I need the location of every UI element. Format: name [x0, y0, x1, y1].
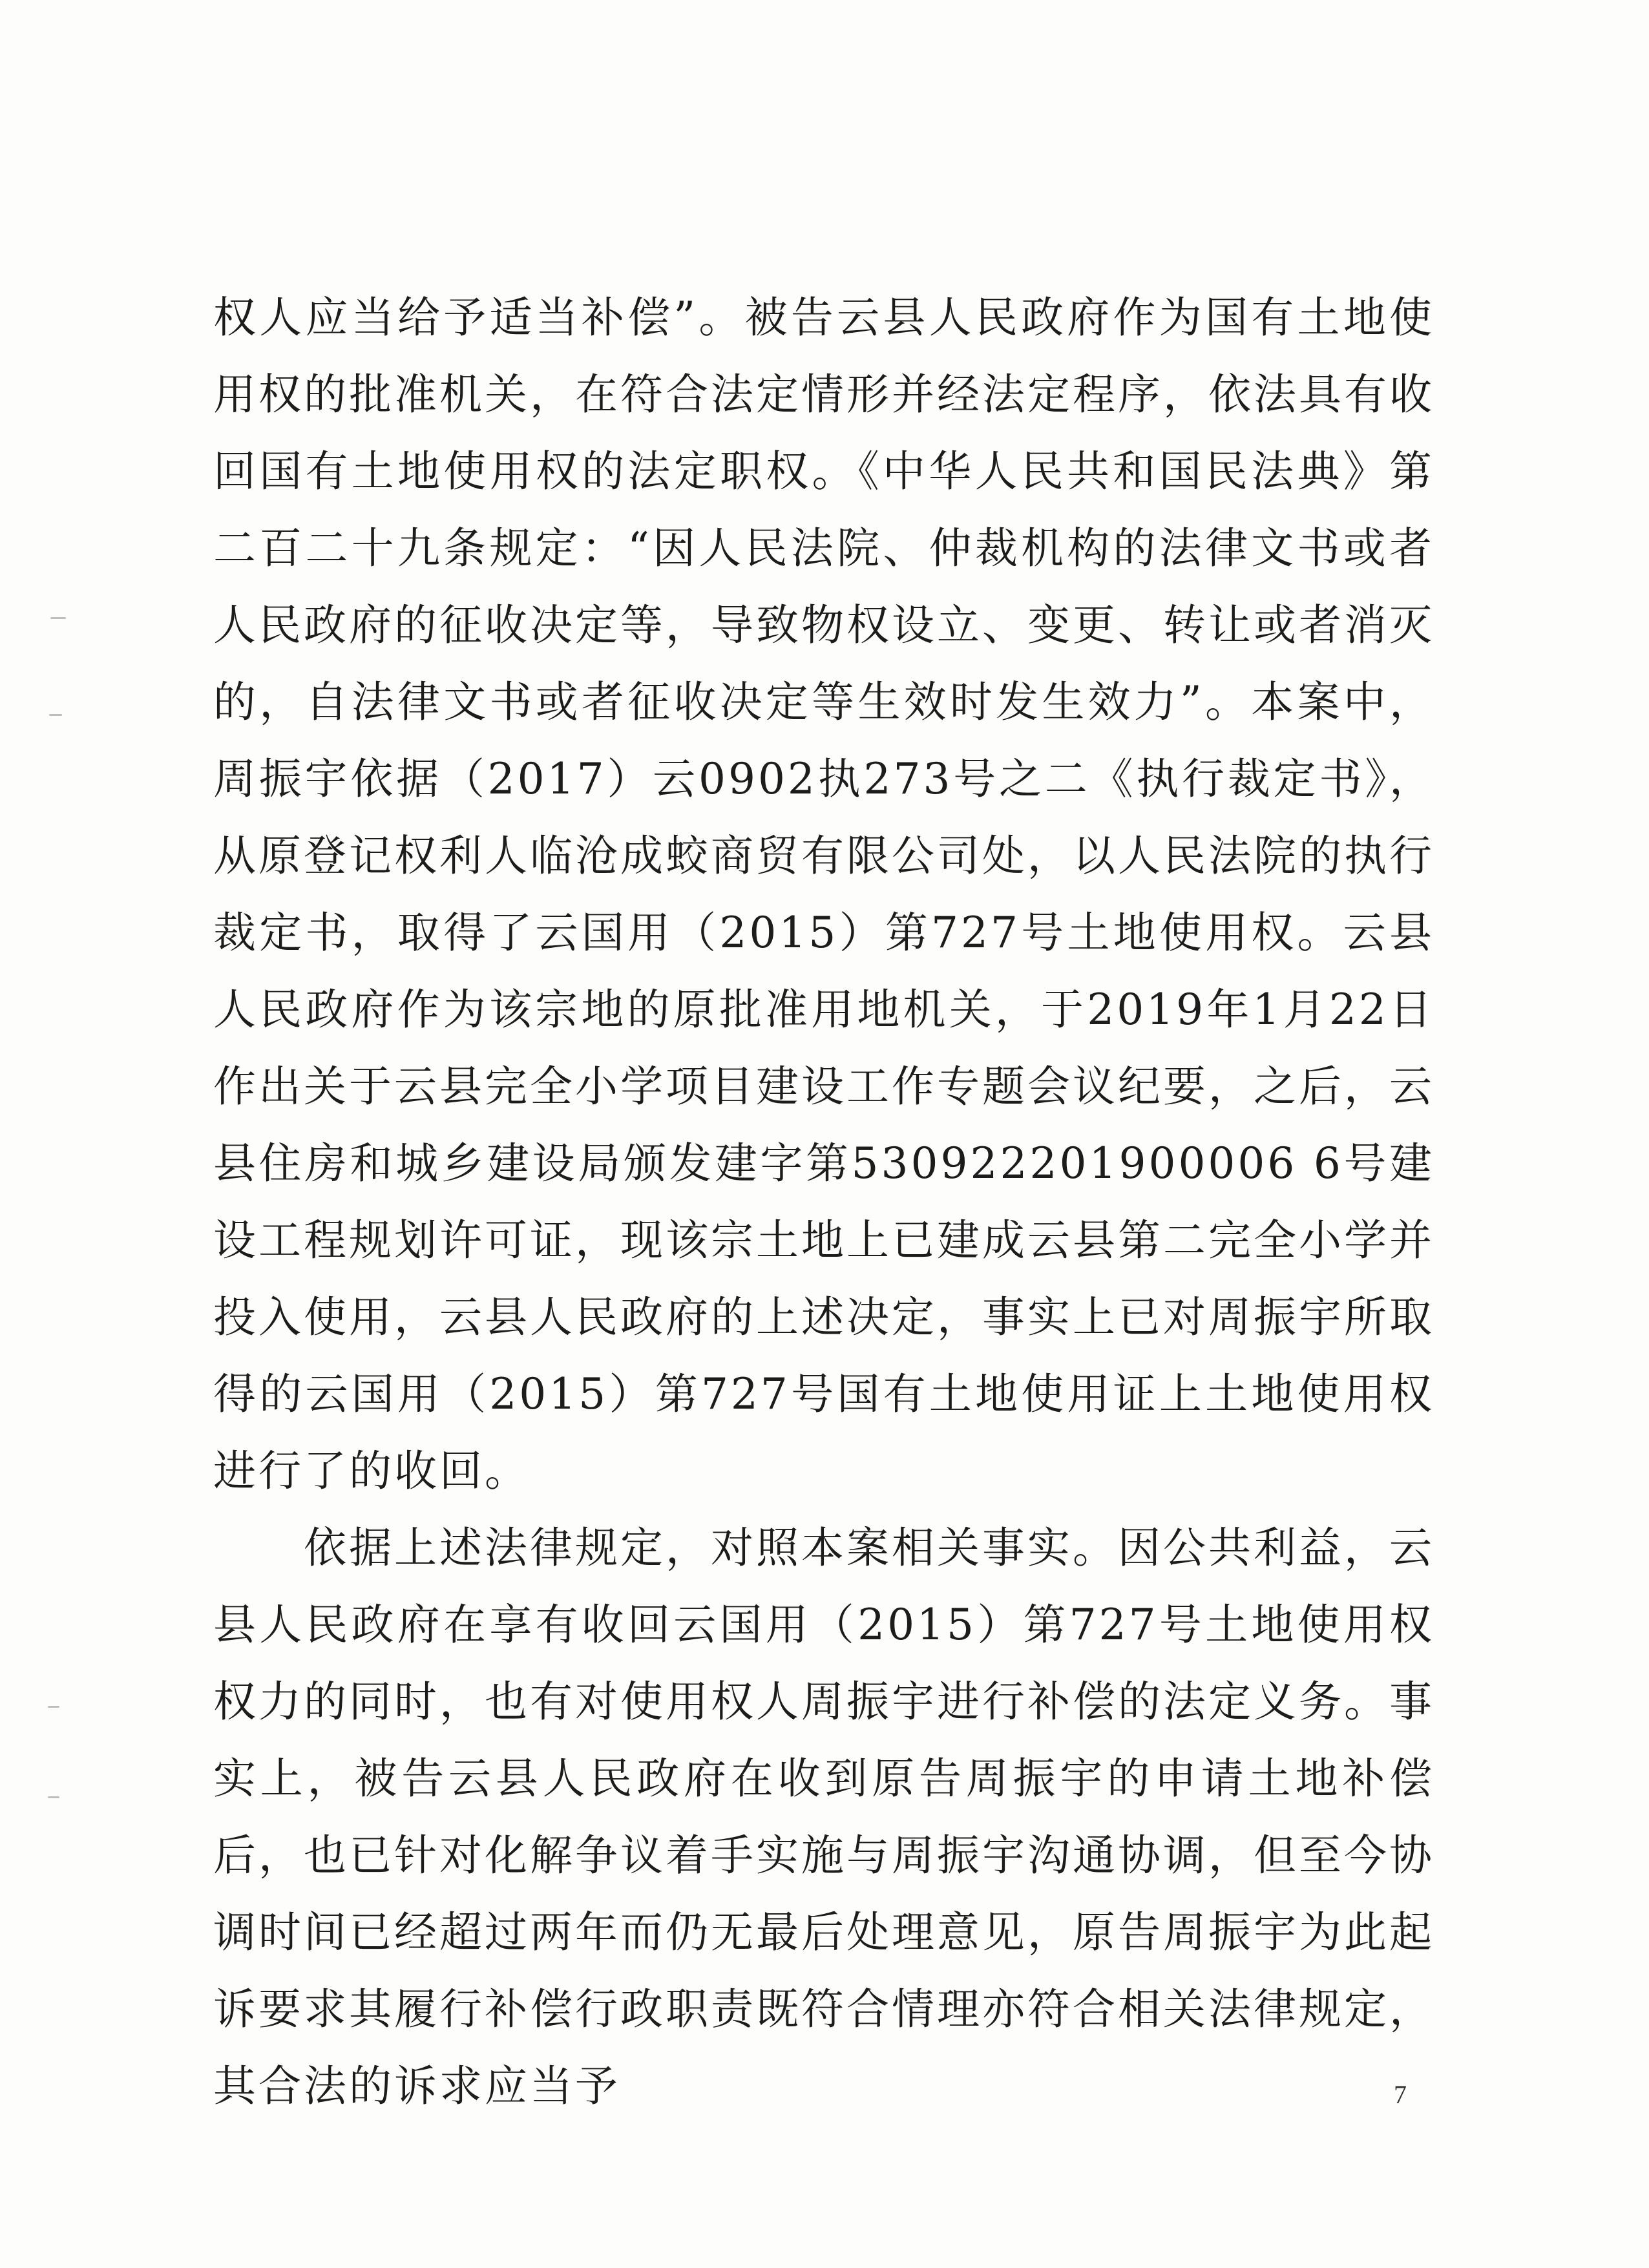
- paragraph-continuation: 权人应当给予适当补偿”。被告云县人民政府作为国有土地使用权的批准机关，在符合法定情形并经法定程序，依法具有收回国有土地使用权的法定职权。《中华人民共和国民法典》第二百二十九条规定：“因人民法院、仲裁机构的法律文书或者人民政府的征收决定等，导致物权设立、变更、转让或者消灭的，自法律文书或者征收决定等生效时发生效力”。本案中，周振宇依据（2017）云0902执273号之二《执行裁定书》，从原登记权利人临沧成蛟商贸有限公司处，以人民法院的执行裁定书，取得了云国用（2015）第727号土地使用权。云县人民政府作为该宗地的原批准用地机关，于2019年1月22日作出关于云县完全小学项目建设工作专题会议纪要，之后，云县住房和城乡建设局颁发建字第530922201900006 6号建设工程规划许可证，现该宗土地上已建成云县第二完全小学并投入使用，云县人民政府的上述决定，事实上已对周振宇所取得的云国用（2015）第727号国有土地使用证上土地使用权进行了的收回。: [213, 293, 1434, 1496]
- paragraph-legal-analysis: 依据上述法律规定，对照本案相关事实。因公共利益，云县人民政府在享有收回云国用（2015）第727号土地使用权权力的同时，也有对使用权人周振宇进行补偿的法定义务。事实上，被告云县人民政府在收到原告周振宇的申请土地补偿后，也已针对化解争议着手实施与周振宇沟通协调，但至今协调时间已经超过两年而仍无最后处理意见，原告周振宇为此起诉要求其履行补偿行政职责既符合情理亦符合相关法律规定，其合法的诉求应当予: [213, 1523, 1434, 2111]
- scan-mark: [50, 617, 66, 619]
- scan-mark: [48, 1796, 59, 1798]
- document-body: [213, 279, 1434, 2125]
- page-number: 7: [1394, 2080, 1407, 2109]
- scan-mark: [49, 714, 62, 716]
- scan-mark: [48, 1706, 59, 1708]
